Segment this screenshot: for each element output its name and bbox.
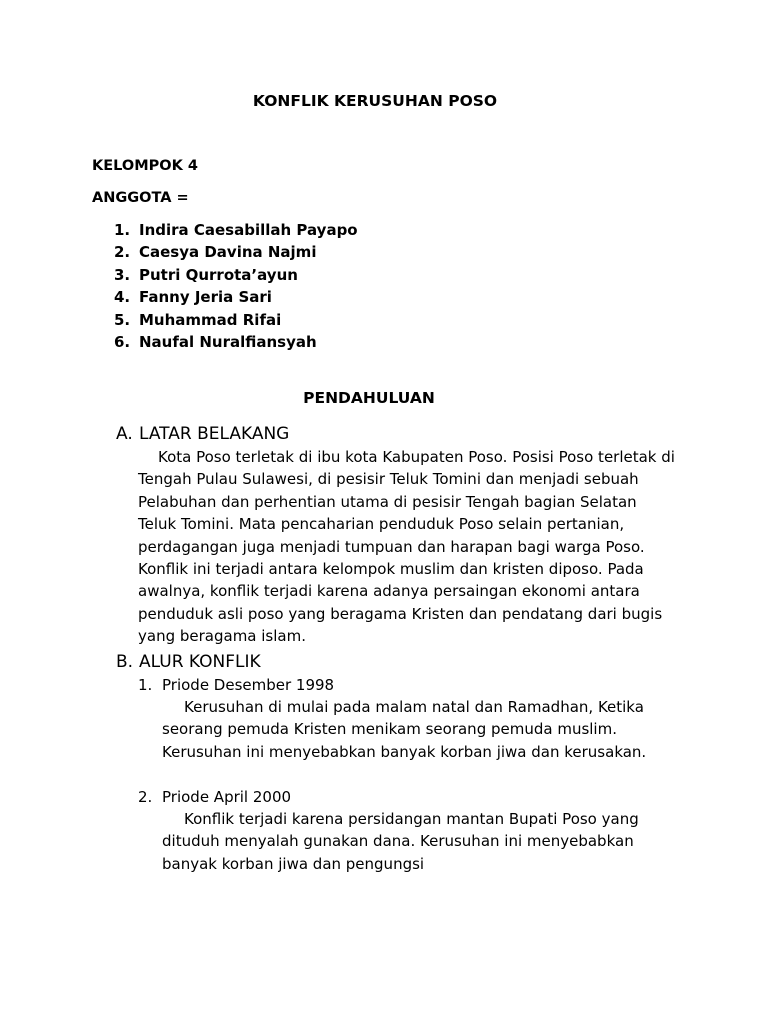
period-number: 1. [138, 676, 153, 694]
document-title: KONFLIK KERUSUHAN POSO [252, 92, 498, 110]
period-item-heading [138, 674, 334, 696]
member-name: Putri Qurrota’ayun [139, 265, 298, 284]
period-paragraph: Kerusuhan di mulai pada malam natal dan Ramadhan, Ketika seorang pemuda Kristen menikam seorang pemuda muslim. Kerusuhan ini menyebabkan banyak korban jiwa dan kerusakan. [162, 698, 647, 761]
subsection-letter: A. [116, 424, 133, 444]
member-item [114, 241, 358, 263]
period-item-heading [138, 786, 291, 808]
member-item [114, 331, 358, 353]
period-title: Priode Desember 1998 [162, 676, 335, 694]
member-item [114, 309, 358, 331]
member-name: Muhammad Rifai [139, 310, 282, 329]
members-list [114, 219, 358, 353]
period-number: 2. [138, 788, 153, 806]
subsection-title: ALUR KONFLIK [139, 652, 261, 672]
member-number: 1. [114, 221, 131, 239]
member-number: 6. [114, 332, 131, 351]
subsection-title: LATAR BELAKANG [139, 424, 290, 444]
subsection-a-heading [116, 422, 289, 446]
background-paragraph: Kota Poso terletak di ibu kota Kabupaten Poso. Posisi Poso terletak di Tengah Pulau Sulawesi, di pesisir Teluk Tomini dan menjadi sebuah Pelabuhan dan perhentian utama di pesisir Tengah bagian Selatan Teluk Tomini. Mata pencaharian penduduk Poso selain pertanian, perdagangan juga menjadi tumpuan dan harapan bagi warga Poso. Konflik ini terjadi antara kelompok muslim dan kristen diposo. Pada awalnya, konflik terjadi karena adanya persaingan ekonomi antara penduduk asli poso yang beragama Kristen dan pendatang dari bugis yang beragama islam. [138, 448, 675, 646]
member-number: 2. [114, 243, 131, 262]
member-item [114, 286, 358, 308]
period-paragraph: Konflik terjadi karena persidangan mantan Bupati Poso yang dituduh menyalah gunakan dana. Kerusuhan ini menyebabkan banyak korban jiwa dan pengungsi [162, 810, 639, 873]
member-number: 3. [114, 265, 131, 284]
member-item [114, 219, 358, 241]
member-name: Indira Caesabillah Payapo [139, 221, 358, 239]
members-label: ANGGOTA = [92, 190, 189, 206]
subsection-letter: B. [116, 652, 134, 672]
member-number: 5. [114, 310, 131, 329]
member-name: Naufal Nuralfiansyah [139, 332, 317, 351]
group-label: KELOMPOK 4 [92, 158, 198, 174]
section-heading: PENDAHULUAN [303, 389, 435, 407]
member-name: Caesya Davina Najmi [139, 243, 317, 262]
member-number: 4. [114, 288, 131, 307]
member-item [114, 264, 358, 286]
period-title: Priode April 2000 [162, 788, 292, 806]
member-name: Fanny Jeria Sari [139, 288, 272, 307]
subsection-b-heading [116, 650, 261, 674]
